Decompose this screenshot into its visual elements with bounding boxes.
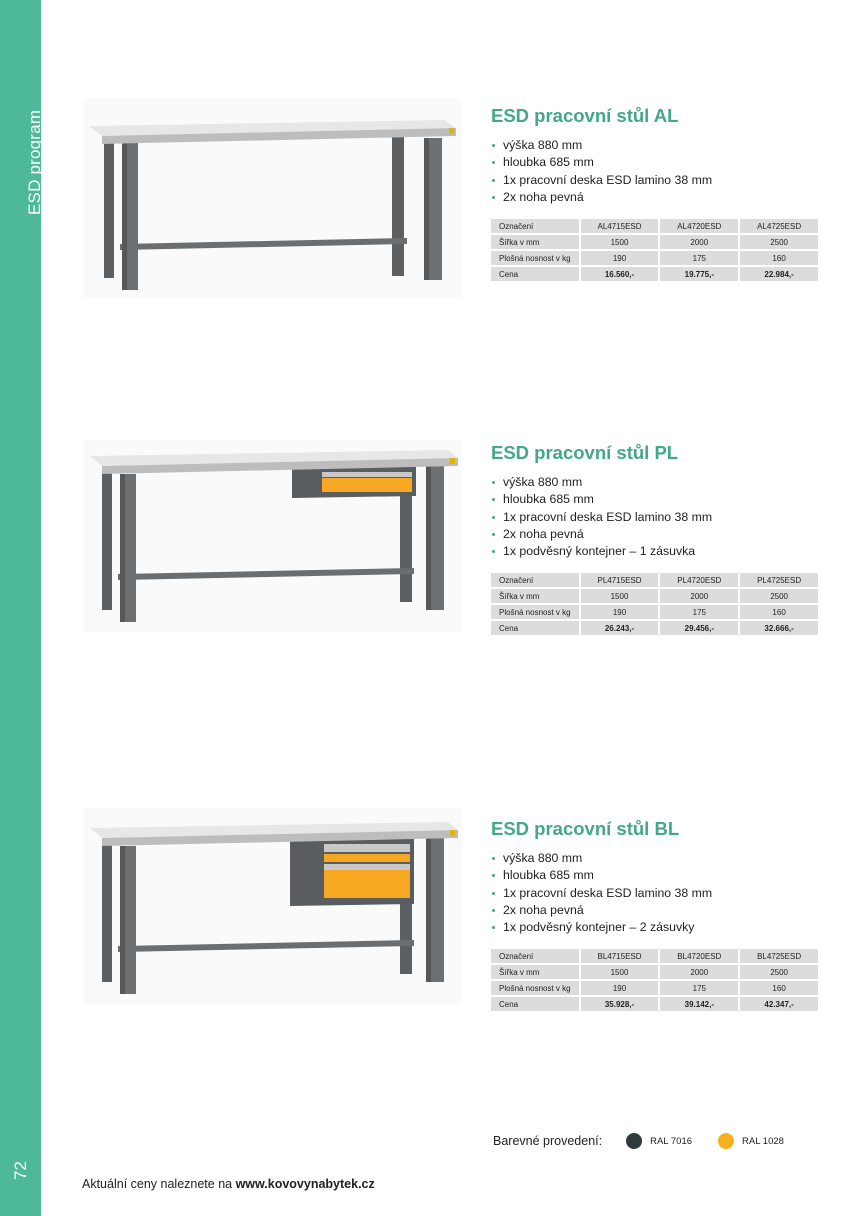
price-cell: 29.456,- [660, 621, 738, 635]
footer-note [82, 1177, 375, 1191]
product-title: ESD pracovní stůl PL [491, 442, 679, 463]
workbench-al-illustration [84, 98, 462, 298]
table-row [491, 573, 818, 587]
side-band [0, 0, 44, 1216]
table-cell: 2500 [740, 589, 818, 603]
color-swatch-ral-7016 [626, 1133, 642, 1149]
price-cell: 26.243,- [581, 621, 659, 635]
table-row [491, 965, 818, 979]
feature-item: 1x pracovní deska ESD lamino 38 mm [491, 885, 821, 902]
workbench-bl-illustration [84, 808, 462, 1004]
table-row [491, 219, 818, 233]
table-cell: 190 [581, 251, 659, 265]
table-cell: 2500 [740, 965, 818, 979]
table-cell: BL4715ESD [581, 949, 659, 963]
workbench-pl-illustration [84, 440, 462, 632]
footer-prefix: Aktuální ceny naleznete na [82, 1177, 236, 1191]
product-image-bl [84, 808, 462, 1009]
feature-list [491, 850, 821, 936]
product-title: ESD pracovní stůl BL [491, 818, 680, 839]
side-label: ESD program [25, 109, 44, 215]
row-label: Šířka v mm [491, 235, 579, 249]
price-cell: 19.775,- [660, 267, 738, 281]
row-label: Cena [491, 621, 579, 635]
row-label: Plošná nosnost v kg [491, 605, 579, 619]
row-label: Plošná nosnost v kg [491, 981, 579, 995]
table-cell: AL4720ESD [660, 219, 738, 233]
feature-list [491, 474, 821, 560]
spec-table [489, 947, 820, 1013]
feature-item: 2x noha pevná [491, 902, 821, 919]
feature-item: 2x noha pevná [491, 189, 821, 206]
table-cell: PL4725ESD [740, 573, 818, 587]
feature-item: hloubka 685 mm [491, 867, 821, 884]
row-label: Šířka v mm [491, 965, 579, 979]
table-row [491, 997, 818, 1011]
price-cell: 42.347,- [740, 997, 818, 1011]
table-cell: BL4725ESD [740, 949, 818, 963]
table-cell: BL4720ESD [660, 949, 738, 963]
feature-item: 1x pracovní deska ESD lamino 38 mm [491, 172, 821, 189]
row-label: Plošná nosnost v kg [491, 251, 579, 265]
table-cell: PL4715ESD [581, 573, 659, 587]
feature-item: výška 880 mm [491, 474, 821, 491]
table-cell: 2000 [660, 589, 738, 603]
color-name: RAL 1028 [742, 1135, 784, 1147]
spec-table [489, 217, 820, 283]
product-image-al [84, 98, 462, 303]
feature-item: hloubka 685 mm [491, 154, 821, 171]
table-row [491, 267, 818, 281]
feature-list [491, 137, 821, 206]
table-cell: 2000 [660, 965, 738, 979]
table-cell: 160 [740, 605, 818, 619]
table-row [491, 621, 818, 635]
table-cell: 175 [660, 605, 738, 619]
table-row [491, 235, 818, 249]
table-cell: AL4715ESD [581, 219, 659, 233]
feature-item: 1x podvěsný kontejner – 1 zásuvka [491, 543, 821, 560]
price-cell: 39.142,- [660, 997, 738, 1011]
product-info-pl [491, 442, 821, 637]
table-cell: 160 [740, 251, 818, 265]
row-label: Označení [491, 219, 579, 233]
table-cell: 190 [581, 605, 659, 619]
table-cell: 2500 [740, 235, 818, 249]
page-number: 72 [11, 1161, 30, 1180]
product-image-pl [84, 440, 462, 637]
table-row [491, 605, 818, 619]
product-info-al [491, 105, 821, 283]
table-cell: 2000 [660, 235, 738, 249]
table-cell: 175 [660, 981, 738, 995]
color-options-label: Barevné provedení: [493, 1134, 603, 1148]
row-label: Šířka v mm [491, 589, 579, 603]
feature-item: výška 880 mm [491, 850, 821, 867]
row-label: Cena [491, 997, 579, 1011]
product-title: ESD pracovní stůl AL [491, 105, 679, 126]
feature-item: 2x noha pevná [491, 526, 821, 543]
price-cell: 35.928,- [581, 997, 659, 1011]
feature-item: výška 880 mm [491, 137, 821, 154]
product-info-bl [491, 818, 821, 1013]
color-options [493, 1133, 784, 1149]
price-cell: 32.666,- [740, 621, 818, 635]
table-cell: AL4725ESD [740, 219, 818, 233]
table-cell: PL4720ESD [660, 573, 738, 587]
table-cell: 160 [740, 981, 818, 995]
feature-item: hloubka 685 mm [491, 491, 821, 508]
table-cell: 1500 [581, 235, 659, 249]
row-label: Označení [491, 573, 579, 587]
table-cell: 1500 [581, 965, 659, 979]
feature-item: 1x podvěsný kontejner – 2 zásuvky [491, 919, 821, 936]
row-label: Označení [491, 949, 579, 963]
table-row [491, 949, 818, 963]
table-cell: 175 [660, 251, 738, 265]
table-cell: 190 [581, 981, 659, 995]
color-name: RAL 7016 [650, 1135, 693, 1147]
price-cell: 16.560,- [581, 267, 659, 281]
table-cell: 1500 [581, 589, 659, 603]
table-row [491, 589, 818, 603]
color-swatch-ral-1028 [718, 1133, 734, 1149]
spec-table [489, 571, 820, 637]
feature-item: 1x pracovní deska ESD lamino 38 mm [491, 509, 821, 526]
row-label: Cena [491, 267, 579, 281]
price-cell: 22.984,- [740, 267, 818, 281]
table-row [491, 981, 818, 995]
table-row [491, 251, 818, 265]
website-link[interactable]: www.kovovynabytek.cz [235, 1177, 375, 1191]
